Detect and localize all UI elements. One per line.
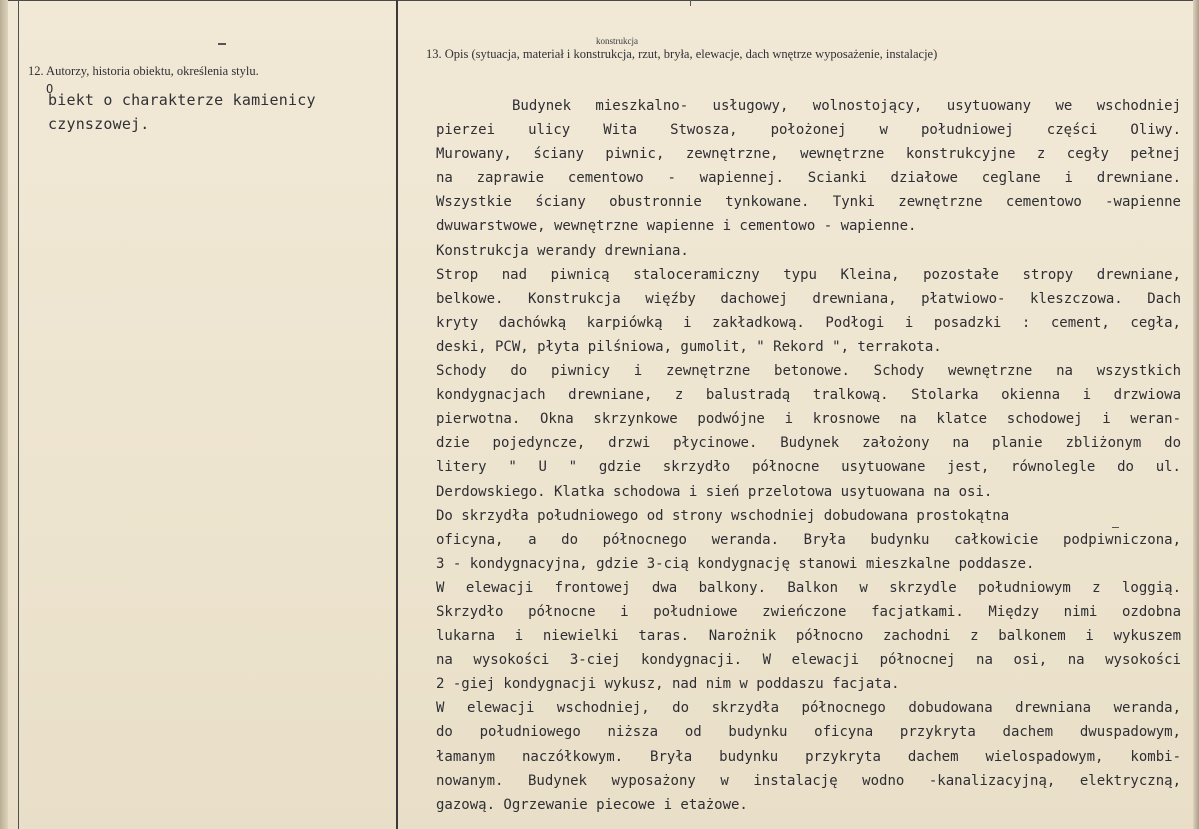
pencil-dash-mark	[218, 43, 226, 45]
description-line: belkowe. Konstrukcja więźby dachowej drewniana, płatwiowo- kleszczowa. Dach	[436, 290, 1181, 307]
description-line: Skrzydło północne i południowe zwieńczone facjatkami. Między nimi ozdobna	[436, 603, 1181, 620]
description-line: deski, PCW, płyta pilśniowa, gumolit, " Rekord ", terrakota.	[436, 338, 942, 355]
description-line: Do skrzydła południowego od strony wschodniej dobudowana prostokątna	[436, 507, 1010, 524]
description-line: Budynek mieszkalno- usługowy, wolnostojący, usytuowany we wschodniej	[512, 98, 1181, 114]
description-line: Strop nad piwnicą staloceramiczny typu Kleina, pozostałe stropy drewniane,	[436, 266, 1181, 283]
description-line: kondygnacjach drewniane, z balustradą tralkową. Stolarka okienna i drzwiowa	[436, 387, 1181, 404]
description-line: lukarna i niewielki taras. Narożnik północno zachodni z balkonem i wykuszem	[436, 628, 1181, 645]
description-line: litery " U " gdzie skrzydło północne usytuowane jest, równolegle do ul.	[436, 459, 1181, 476]
page-edge-left	[0, 0, 8, 829]
section-13-heading: 13. Opis (sytuacja, materiał i konstrukcja, rzut, bryła, elewacje, dach wnętrze wyposażenie, instalacje)	[426, 47, 938, 61]
description-line: Schody do piwnicy i zewnętrzne betonowe. Schody wewnętrzne na wszystkich	[436, 363, 1181, 380]
section-12-line: biekt o charakterze kamienicy	[48, 91, 316, 109]
description-line: oficyna, a do północnego weranda. Bryła budynku całkowicie podpiwniczona,	[436, 531, 1181, 548]
description-line: gazową. Ogrzewanie piecowe i etażowe.	[436, 796, 748, 813]
description-line: kryty dachówką karpiówką i zakładkową. Podłogi i posadzki : cement, cegła,	[436, 314, 1181, 331]
description-line: pierwotna. Okna skrzynkowe podwójne i krosnowe na klatce schodowej i weran-	[436, 411, 1181, 428]
section-13-content	[436, 94, 1181, 817]
description-line: dwuwarstwowe, wewnętrzne wapienne i cementowo - wapienne.	[436, 218, 917, 235]
page-edge-right	[1193, 0, 1199, 829]
column-divider-line	[396, 0, 398, 829]
description-line: do południowego niższa od budynku oficyna przykryta dachem dwuspadowym,	[436, 724, 1181, 741]
description-line: dzie pojedyncze, drzwi płycinowe. Budynek założony na planie zbliżonym do	[436, 435, 1181, 452]
left-border-line	[18, 0, 19, 829]
top-tick-mark	[690, 0, 691, 6]
top-border-line	[8, 0, 1193, 1]
raised-letter: O	[46, 82, 54, 96]
description-line: Konstrukcja werandy drewniana.	[436, 242, 689, 259]
description-line: Derdowskiego. Klatka schodowa i sień przelotowa usytuowana na osi.	[436, 483, 993, 500]
description-line: W elewacji wschodniej, do skrzydła północnego dobudowana drewniana weranda,	[436, 700, 1181, 717]
section-12-content	[48, 88, 388, 136]
description-line: 2 -giej kondygnacji wykusz, nad nim w poddaszu facjata.	[436, 676, 900, 693]
description-line: W elewacji frontowej dwa balkony. Balkon w skrzydle południowym z loggią.	[436, 579, 1181, 596]
section-12-line: czynszowej.	[48, 115, 150, 133]
handwritten-insert: konstrukcja	[596, 36, 638, 46]
description-line: na zaprawie cementowo - wapiennej. Scianki działowe ceglane i drewniane.	[436, 170, 1181, 187]
description-line: pierzei ulicy Wita Stwosza, położonej w południowej części Oliwy.	[436, 122, 1181, 139]
description-line: 3 - kondygnacyjna, gdzie 3-cią kondygnację stanowi mieszkalne poddasze.	[436, 555, 1035, 572]
section-12-heading: 12. Autorzy, historia obiektu, określenia stylu.	[28, 64, 259, 78]
description-line: na wysokości 3-ciej kondygnacji. W elewacji północnej na osi, na wysokości	[436, 652, 1181, 669]
description-line: łamanym naczółkowym. Bryła budynku przykryta dachem wielospadowym, kombi-	[436, 748, 1181, 765]
description-line: Wszystkie ściany obustronnie tynkowane. Tynki zewnętrzne cementowo -wapienne	[436, 194, 1181, 211]
description-line: Murowany, ściany piwnic, zewnętrzne, wewnętrzne konstrukcyjne z cegły pełnej	[436, 146, 1181, 163]
description-line: nowanym. Budynek wyposażony w instalację wodno -kanalizacyjną, elektryczną,	[436, 772, 1181, 789]
